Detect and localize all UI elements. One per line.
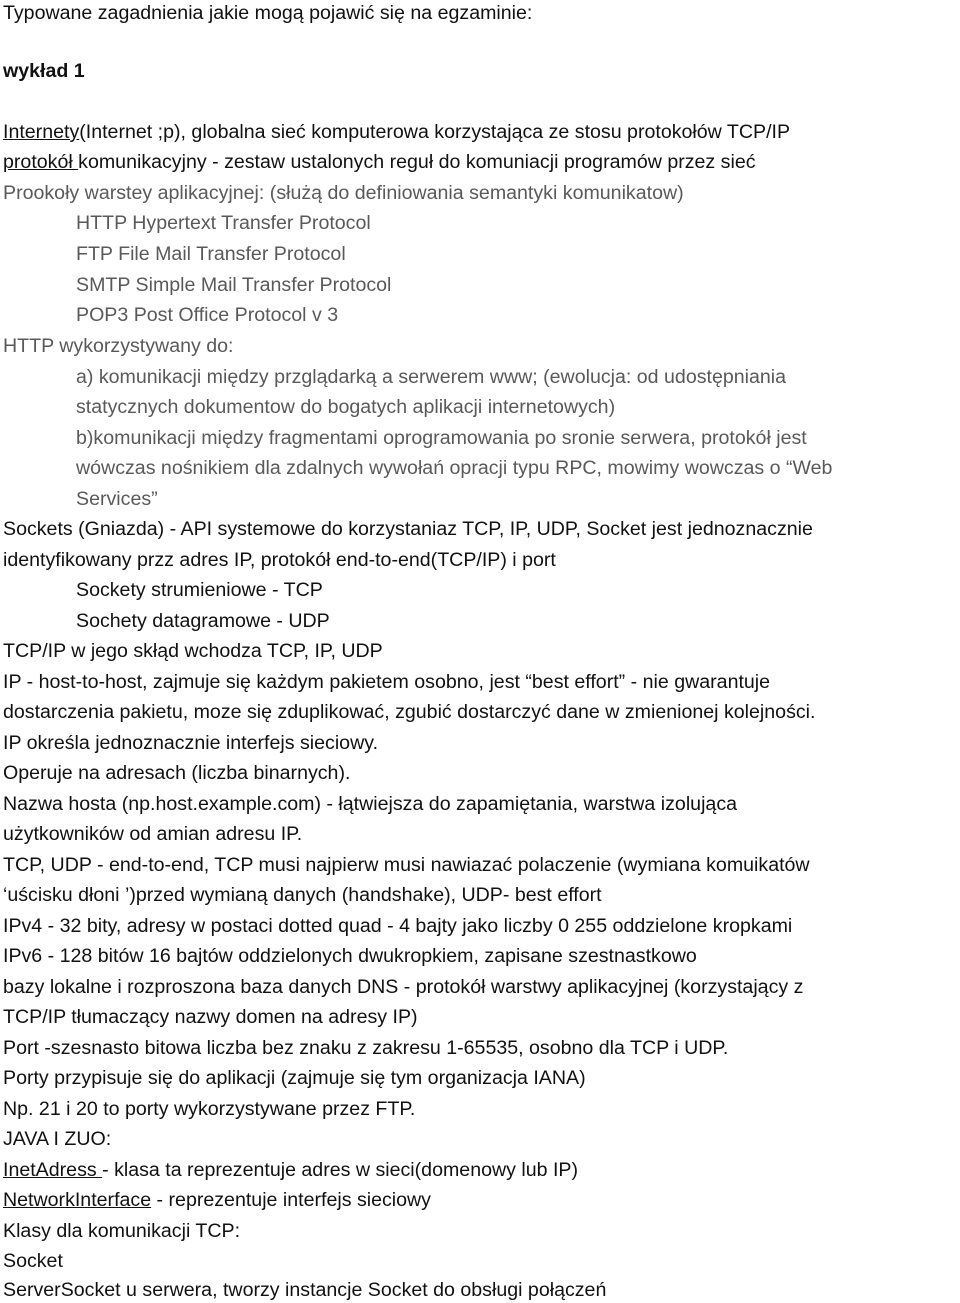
line-sockets-cont: identyfikowany przz adres IP, protokół end-to-end(TCP/IP) i port bbox=[3, 549, 556, 571]
line-tcpip: TCP/IP w jego skłąd wchodza TCP, IP, UDP bbox=[3, 640, 383, 662]
line-ip-cont: dostarczenia pakietu, moze się zduplikować, zgubić dostarczyć dane w zmienionej kolejności. bbox=[3, 701, 816, 723]
line-tcp-udp-cont: ‘uścisku dłoni ’)przed wymianą danych (handshake), UDP- best effort bbox=[3, 884, 602, 906]
protocol-item-pop3: POP3 Post Office Protocol v 3 bbox=[76, 304, 339, 326]
term-internety: Internety bbox=[3, 121, 80, 143]
http-usage-a: a) komunikacji między przglądarką a serwerem www; (ewolucja: od udostępniania bbox=[76, 366, 787, 388]
line-inetaddress: InetAdress - klasa ta reprezentuje adres w sieci(domenowy lub IP) bbox=[3, 1159, 579, 1181]
line-serversocket: ServerSocket u serwera, tworzy instancje Socket do obsługi połączeń bbox=[3, 1279, 607, 1301]
line-sockets: Sockets (Gniazda) - API systemowe do korzystaniaz TCP, IP, UDP, Socket jest jednoznacznie bbox=[3, 518, 813, 540]
http-usage-b-cont: wówczas nośnikiem dla zdalnych wywołań opracji typu RPC, mowimy wowczas o “Web bbox=[76, 457, 833, 479]
line-protocols-intro: Prookoły warstey aplikacyjnej: (służą do definiowania semantyki komunikatow) bbox=[3, 182, 684, 204]
line-internet: Internety(Internet ;p), globalna sieć komputerowa korzystająca ze stosu protokołów TCP/IP bbox=[3, 121, 791, 143]
line-protokol: protokół komunikacyjny - zestaw ustalonych reguł do komuniacji programów przez sieć bbox=[3, 151, 756, 173]
line-dns: bazy lokalne i rozproszona baza danych DNS - protokół warstwy aplikacyjnej (korzystający z bbox=[3, 976, 804, 998]
line-port-assign: Porty przypisuje się do aplikacji (zajmuje się tym organizacja IANA) bbox=[3, 1067, 586, 1089]
line-ip: IP - host-to-host, zajmuje się każdym pakietem osobno, jest “best effort” - nie gwarantuje bbox=[3, 671, 771, 693]
term-networkinterface: NetworkInterface bbox=[3, 1189, 152, 1211]
protocol-item-smtp: SMTP Simple Mail Transfer Protocol bbox=[76, 274, 392, 296]
socket-type-datagram: Sochety datagramowe - UDP bbox=[76, 610, 330, 632]
line-port-example: Np. 21 i 20 to porty wykorzystywane przez FTP. bbox=[3, 1098, 416, 1120]
line-ip-addresses: Operuje na adresach (liczba binarnych). bbox=[3, 762, 351, 784]
line-tcp-classes: Klasy dla komunikacji TCP: bbox=[3, 1220, 241, 1242]
http-usage-b-end: Services” bbox=[76, 488, 158, 510]
lecture-title: wykład 1 bbox=[3, 60, 85, 82]
line-tcp-udp: TCP, UDP - end-to-end, TCP musi najpierw musi nawiazać polaczenie (wymiana komuikatów bbox=[3, 854, 810, 876]
line-ipv4: IPv4 - 32 bity, adresy w postaci dotted quad - 4 bajty jako liczby 0 255 oddzielone kropkami bbox=[3, 915, 793, 937]
line-http-usage: HTTP wykorzystywany do: bbox=[3, 335, 234, 357]
line-socket: Socket bbox=[3, 1250, 63, 1272]
line-dns-cont: TCP/IP tłumaczący nazwy domen na adresy IP) bbox=[3, 1006, 418, 1028]
protocol-item-ftp: FTP File Mail Transfer Protocol bbox=[76, 243, 346, 265]
http-usage-b: b)komunikacji między fragmentami oprogramowania po sronie serwera, protokół jest bbox=[76, 427, 807, 449]
line-hostname-cont: użytkowników od amian adresu IP. bbox=[3, 823, 303, 845]
line-ipv6: IPv6 - 128 bitów 16 bajtów oddzielonych dwukropkiem, zapisane szestnastkowo bbox=[3, 945, 697, 967]
http-usage-a-cont: statycznych dokumentow do bogatych aplikacji internetowych) bbox=[76, 396, 616, 418]
line-java-heading: JAVA I ZUO: bbox=[3, 1128, 112, 1150]
line-hostname: Nazwa hosta (np.host.example.com) - łątwiejsza do zapamiętania, warstwa izolująca bbox=[3, 793, 738, 815]
term-inetadress: InetAdress bbox=[3, 1159, 103, 1181]
line-ip-interface: IP określa jednoznacznie interfejs sieciowy. bbox=[3, 732, 379, 754]
line-port: Port -szesnasto bitowa liczba bez znaku z zakresu 1-65535, osobno dla TCP i UDP. bbox=[3, 1037, 729, 1059]
term-protokol: protokół bbox=[3, 151, 79, 173]
protocol-item-http: HTTP Hypertext Transfer Protocol bbox=[76, 212, 371, 234]
line-networkinterface: NetworkInterface - reprezentuje interfejs sieciowy bbox=[3, 1189, 431, 1211]
socket-type-stream: Sockety strumieniowe - TCP bbox=[76, 579, 323, 601]
document-heading: Typowane zagadnienia jakie mogą pojawić się na egzaminie: bbox=[3, 2, 533, 24]
